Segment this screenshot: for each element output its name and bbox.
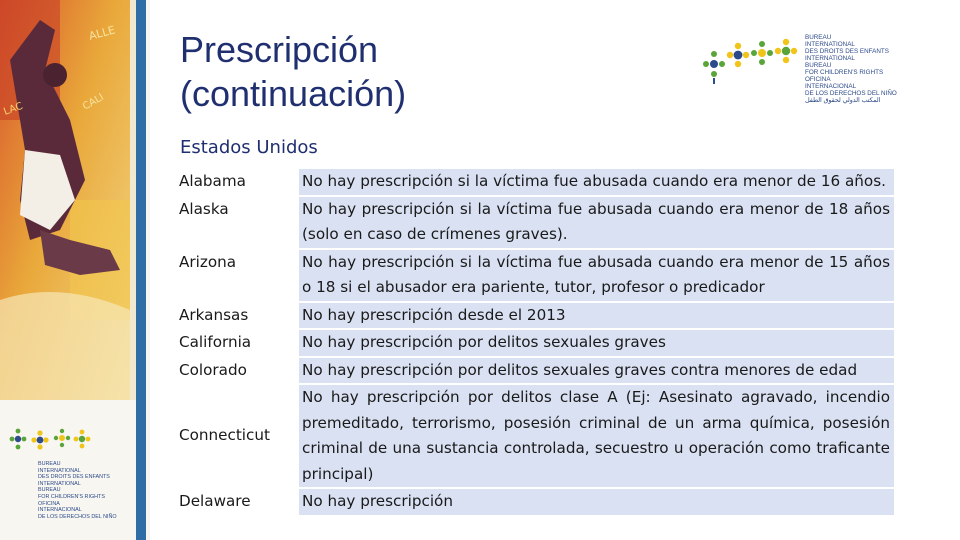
flower-logo-icon bbox=[8, 425, 98, 455]
state-rule: No hay prescripción desde el 2013 bbox=[299, 303, 894, 329]
state-name: Arizona bbox=[179, 252, 237, 271]
flower-logo-icon bbox=[700, 32, 805, 92]
state-rule: No hay prescripción por delitos clase A (Ej: Asesinato agravado, incendio premeditado, terrorismo, posesión criminal de un arma química, posesión criminal de una sustancia controlada, secuestro u operación como traficante principal) bbox=[299, 385, 894, 487]
table-row bbox=[177, 303, 894, 329]
state-rule: No hay prescripción si la víctima fue abusada cuando era menor de 16 años. bbox=[299, 169, 894, 195]
state-rule: No hay prescripción bbox=[299, 489, 894, 515]
top-logo-text: BUREAU INTERNATIONAL DES DROITS DES ENFANTS INTERNATIONAL BUREAU FOR CHILDREN'S RIGHTS OFICINA INTERNACIONAL DE LOS DERECHOS DEL NIÑO المكتب الدولي لحقوق الطفل bbox=[805, 34, 897, 104]
table-row bbox=[177, 358, 894, 384]
state-name: Arkansas bbox=[179, 305, 249, 324]
prescription-table bbox=[177, 167, 894, 517]
svg-text:ALLE: ALLE bbox=[87, 23, 117, 43]
left-logo-text: BUREAU INTERNATIONAL DES DROITS DES ENFANTS INTERNATIONAL BUREAU FOR CHILDREN'S RIGHTS OFICINA INTERNACIONAL DE LOS DERECHOS DEL NIÑO bbox=[38, 461, 117, 520]
state-name: California bbox=[179, 333, 252, 351]
left-org-logo bbox=[8, 425, 133, 520]
svg-text:LAC: LAC bbox=[2, 100, 25, 118]
title-line-2: (continuación) bbox=[180, 73, 407, 114]
table-row bbox=[177, 489, 894, 515]
table-row bbox=[177, 250, 894, 301]
panel-accent-stripe bbox=[136, 0, 146, 540]
table-row bbox=[177, 385, 894, 487]
slide-title bbox=[180, 28, 660, 116]
state-rule: No hay prescripción por delitos sexuales graves contra menores de edad bbox=[299, 358, 894, 384]
state-name: Colorado bbox=[179, 360, 247, 379]
table-row bbox=[177, 197, 894, 248]
table-row bbox=[177, 330, 894, 356]
state-name: Alaska bbox=[179, 199, 229, 218]
svg-text:CALI: CALI bbox=[81, 91, 106, 113]
state-name: Connecticut bbox=[179, 426, 270, 445]
state-name: Delaware bbox=[179, 492, 251, 510]
table-row bbox=[177, 169, 894, 195]
state-name: Alabama bbox=[179, 172, 246, 190]
state-rule: No hay prescripción por delitos sexuales graves bbox=[299, 330, 894, 356]
title-line-1: Prescripción bbox=[180, 29, 379, 70]
state-rule: No hay prescripción si la víctima fue abusada cuando era menor de 18 años (solo en caso de crímenes graves). bbox=[299, 197, 894, 248]
mural-artwork-image bbox=[0, 0, 130, 400]
top-org-logo bbox=[700, 28, 930, 118]
left-decorative-panel bbox=[0, 0, 150, 540]
section-subtitle: Estados Unidos bbox=[180, 137, 318, 158]
state-rule: No hay prescripción si la víctima fue abusada cuando era menor de 15 años o 18 si el abusador era pariente, tutor, profesor o predicador bbox=[299, 250, 894, 301]
